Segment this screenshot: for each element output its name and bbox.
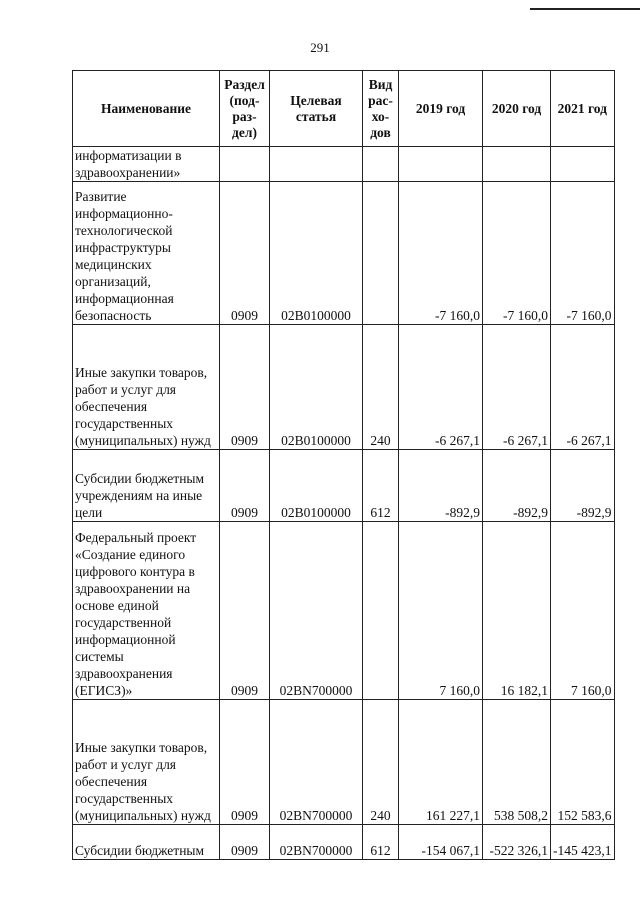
cell-section: 0909 — [220, 700, 270, 825]
header-2020: 2020 год — [483, 71, 551, 147]
cell-2019: 7 160,0 — [399, 522, 483, 700]
table-row — [73, 147, 615, 182]
cell-2021: -6 267,1 — [551, 325, 615, 450]
page-number: 291 — [310, 40, 330, 55]
cell-name: Федеральный проект «Создание единого цифрового контура в здравоохранении на основе единой государственной информационной системы здравоохранения (ЕГИСЗ)» — [73, 522, 220, 700]
cell-2021: 7 160,0 — [551, 522, 615, 700]
cell-2019: 161 227,1 — [399, 700, 483, 825]
cell-2020: -892,9 — [483, 450, 551, 522]
cell-2019: -892,9 — [399, 450, 483, 522]
cell-name: Развитие информационно-технологической инфраструктуры медицинских организаций, информационная безопасность — [73, 182, 220, 325]
cell-section: 0909 — [220, 522, 270, 700]
table-row — [73, 700, 615, 825]
cell-type — [363, 182, 399, 325]
cell-type: 240 — [363, 325, 399, 450]
cell-2021: -892,9 — [551, 450, 615, 522]
cell-section: 0909 — [220, 325, 270, 450]
table-row — [73, 182, 615, 325]
cell-2020: -7 160,0 — [483, 182, 551, 325]
cell-2021: -7 160,0 — [551, 182, 615, 325]
cell-2021: 152 583,6 — [551, 700, 615, 825]
cell-2021: -145 423,1 — [551, 825, 615, 860]
header-type: Вид рас-хо-дов — [363, 71, 399, 147]
cell-2020 — [483, 147, 551, 182]
cell-section — [220, 147, 270, 182]
cell-2020: 538 508,2 — [483, 700, 551, 825]
header-name: Наименование — [73, 71, 220, 147]
cell-target: 02В0100000 — [270, 325, 363, 450]
header-2019: 2019 год — [399, 71, 483, 147]
cell-type — [363, 522, 399, 700]
table-row — [73, 450, 615, 522]
cell-type: 612 — [363, 450, 399, 522]
cell-name: Субсидии бюджетным учреждениям на иные цели — [73, 450, 220, 522]
cell-section: 0909 — [220, 182, 270, 325]
cell-type: 612 — [363, 825, 399, 860]
budget-table — [72, 70, 615, 860]
cell-target: 02ВN700000 — [270, 700, 363, 825]
top-rule — [530, 8, 640, 10]
cell-2019: -7 160,0 — [399, 182, 483, 325]
cell-target: 02ВN700000 — [270, 522, 363, 700]
cell-2020: -6 267,1 — [483, 325, 551, 450]
cell-target: 02В0100000 — [270, 182, 363, 325]
cell-2020: 16 182,1 — [483, 522, 551, 700]
cell-section: 0909 — [220, 825, 270, 860]
cell-type: 240 — [363, 700, 399, 825]
header-2021: 2021 год — [551, 71, 615, 147]
cell-target — [270, 147, 363, 182]
cell-2021 — [551, 147, 615, 182]
header-section: Раздел (под-раз-дел) — [220, 71, 270, 147]
cell-name: информатизации в здравоохранении» — [73, 147, 220, 182]
header-target: Целевая статья — [270, 71, 363, 147]
cell-2019: -154 067,1 — [399, 825, 483, 860]
table-row — [73, 522, 615, 700]
cell-name: Иные закупки товаров, работ и услуг для обеспечения государственных (муниципальных) нужд — [73, 700, 220, 825]
cell-type — [363, 147, 399, 182]
cell-2019: -6 267,1 — [399, 325, 483, 450]
cell-2020: -522 326,1 — [483, 825, 551, 860]
cell-target: 02В0100000 — [270, 450, 363, 522]
table-row — [73, 825, 615, 860]
header-row — [73, 71, 615, 147]
cell-section: 0909 — [220, 450, 270, 522]
cell-name: Субсидии бюджетным — [73, 825, 220, 860]
cell-name: Иные закупки товаров, работ и услуг для обеспечения государственных (муниципальных) нужд — [73, 325, 220, 450]
cell-2019 — [399, 147, 483, 182]
cell-target: 02ВN700000 — [270, 825, 363, 860]
table-row — [73, 325, 615, 450]
